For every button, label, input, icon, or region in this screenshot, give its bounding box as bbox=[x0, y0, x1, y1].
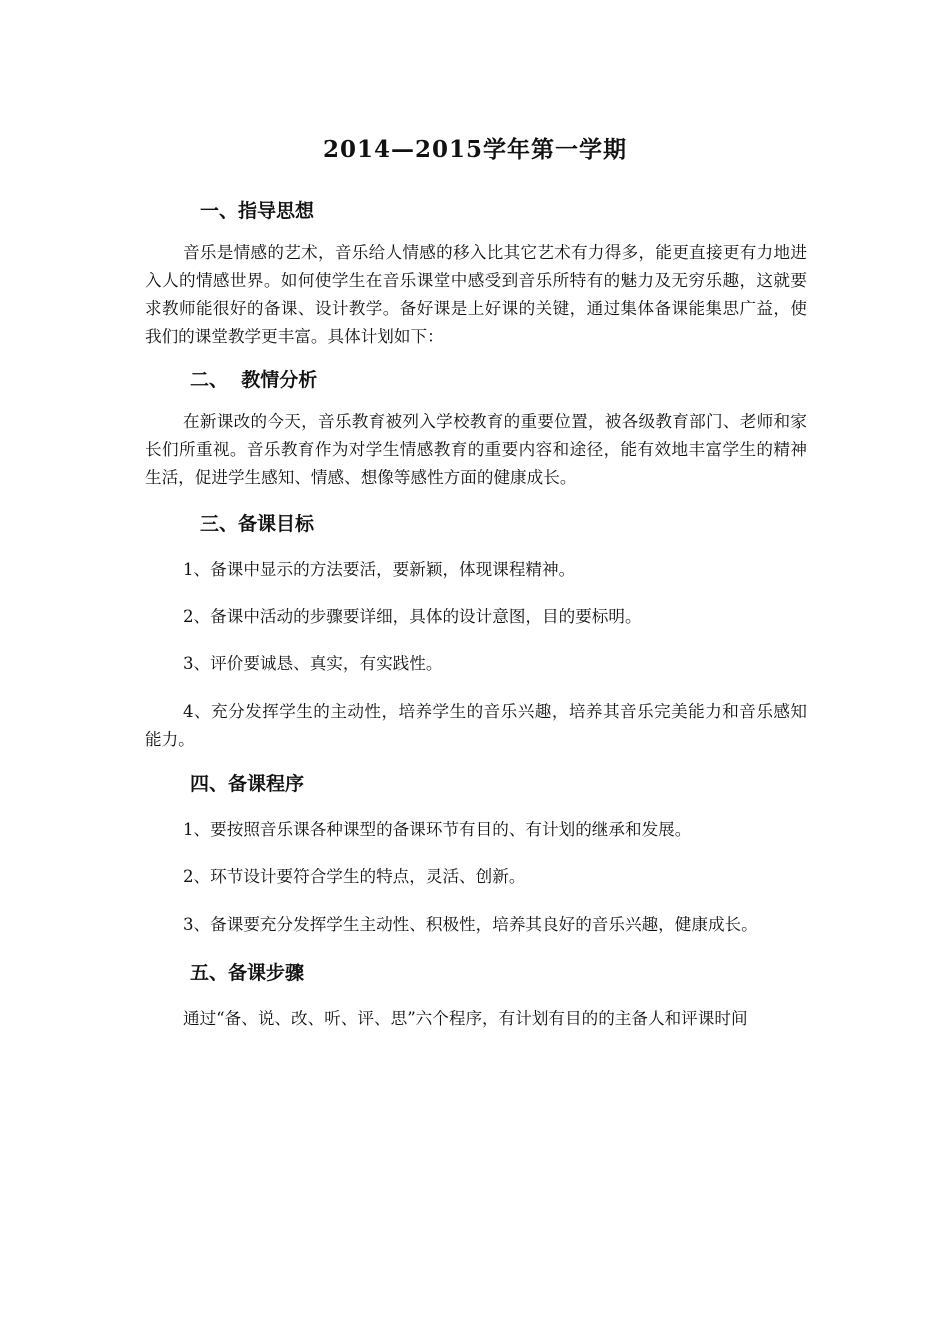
section-heading-situation-analysis: 二、 教情分析 bbox=[190, 369, 318, 391]
section-heading-procedure: 四、备课程序 bbox=[190, 773, 305, 795]
section-heading-guiding-ideology: 一、指导思想 bbox=[200, 200, 315, 222]
list-item: 1、备课中显示的方法要活，要新颖，体现课程精神。 bbox=[183, 560, 576, 579]
document-title: 2014—2015学年第一学期 bbox=[322, 136, 628, 163]
list-item: 1、要按照音乐课各种课型的备课环节有目的、有计划的继承和发展。 bbox=[183, 820, 692, 839]
list-item: 3、评价要诚恳、真实，有实践性。 bbox=[183, 654, 443, 673]
section-paragraph-steps: 通过“备、说、改、听、评、思”六个程序，有计划有目的的主备人和评课时间 bbox=[183, 1009, 748, 1028]
list-item: 4、充分发挥学生的主动性，培养学生的音乐兴趣，培养其音乐完美能力和音乐感知能力。 bbox=[145, 702, 807, 749]
section-paragraph-situation-analysis: 在新课改的今天，音乐教育被列入学校教育的重要位置，被各级教育部门、老师和家长们所重视。音乐教育作为对学生情感教育的重要内容和途径，能有效地丰富学生的精神生活，促进学生感知、情感、想像等感性方面的健康成长。 bbox=[145, 412, 807, 487]
list-item: 2、环节设计要符合学生的特点，灵活、创新。 bbox=[183, 867, 526, 886]
section-paragraph-guiding-ideology: 音乐是情感的艺术，音乐给人情感的移入比其它艺术有力得多，能更直接更有力地进入人的情感世界。如何使学生在音乐课堂中感受到音乐所特有的魅力及无穷乐趣，这就要求教师能很好的备课、设计教学。备好课是上好课的关键，通过集体备课能集思广益，使我们的课堂教学更丰富。具体计划如下： bbox=[145, 243, 807, 346]
list-item: 2、备课中活动的步骤要详细，具体的设计意图，目的要标明。 bbox=[183, 607, 642, 626]
section-heading-goals: 三、备课目标 bbox=[200, 513, 315, 535]
section-heading-steps: 五、备课步骤 bbox=[190, 962, 305, 984]
list-item: 3、备课要充分发挥学生主动性、积极性，培养其良好的音乐兴趣，健康成长。 bbox=[183, 915, 758, 934]
